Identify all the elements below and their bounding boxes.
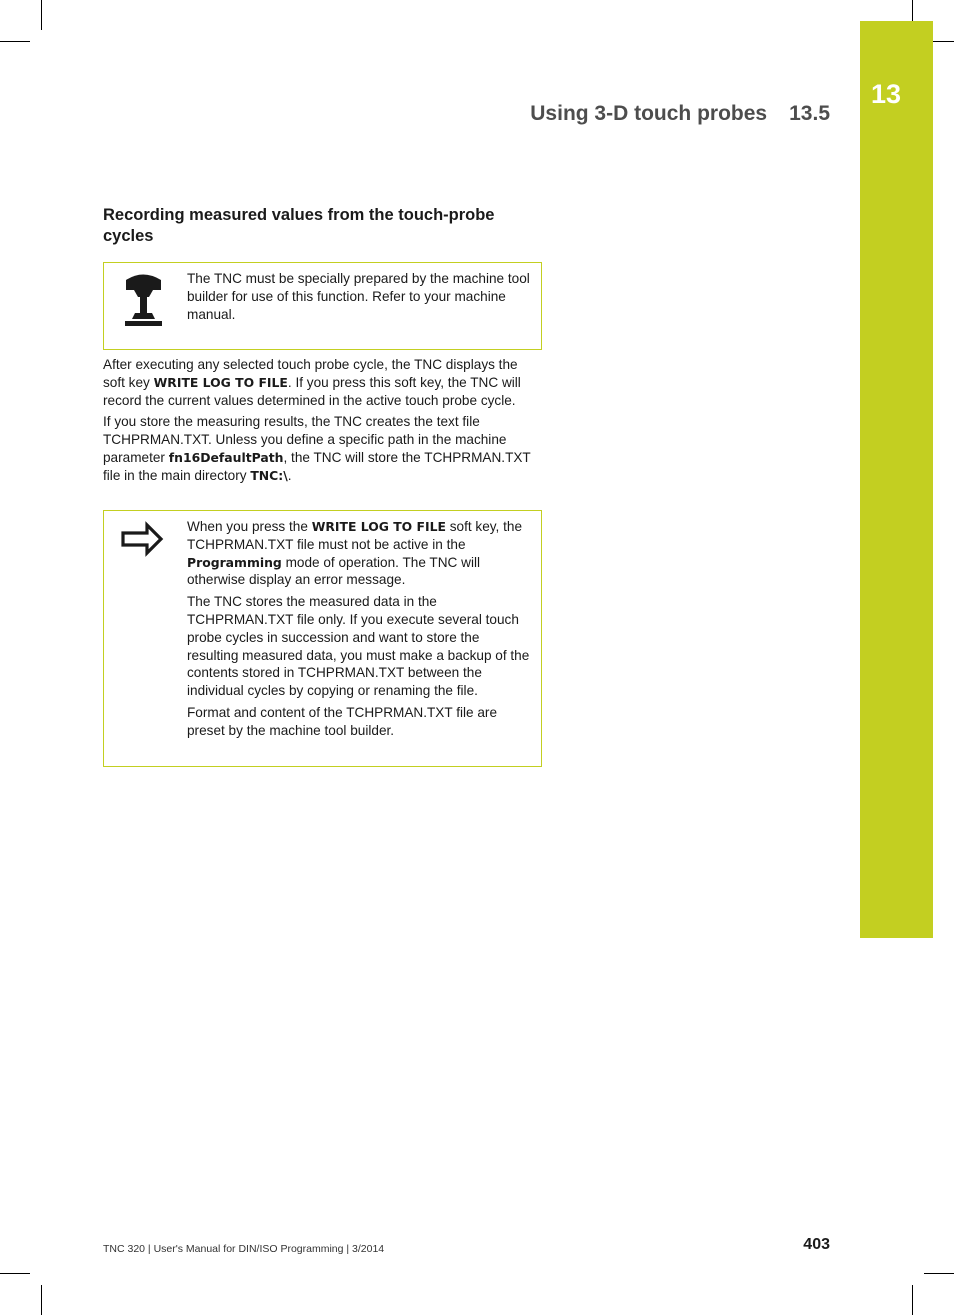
softkey-label: WRITE LOG TO FILE bbox=[153, 374, 288, 390]
directory-name: TNC:\ bbox=[250, 467, 288, 483]
text-span: After executing any selected touch probe cycle, the TNC displays the soft key bbox=[103, 357, 518, 390]
text-span: . bbox=[287, 467, 292, 483]
text-span: mode of operation. The TNC will otherwise display an error message. bbox=[187, 554, 481, 588]
crop-mark bbox=[0, 41, 30, 42]
footer-text: TNC 320 | User's Manual for DIN/ISO Programming | 3/2014 bbox=[103, 1243, 385, 1255]
crop-mark bbox=[924, 1273, 954, 1274]
info-note-text bbox=[187, 518, 532, 744]
chapter-tab bbox=[860, 21, 933, 938]
note-paragraph bbox=[187, 518, 532, 589]
body-text bbox=[103, 356, 533, 489]
mode-name: Programming bbox=[187, 554, 282, 570]
chapter-title: Using 3-D touch probes bbox=[530, 102, 768, 125]
machine-icon bbox=[104, 263, 186, 349]
crop-mark bbox=[41, 1285, 42, 1315]
machine-note-box bbox=[103, 262, 542, 350]
arrow-right-icon bbox=[104, 511, 186, 766]
info-note-box bbox=[103, 510, 542, 767]
crop-mark bbox=[0, 1273, 30, 1274]
text-span: . If you press this soft key, the TNC will record the current values determined in the active touch probe cycle. bbox=[103, 374, 521, 408]
text-span: If you store the measuring results, the TNC creates the text file TCHPRMAN.TXT. Unless you define a specific path in the machine parameter bbox=[103, 414, 507, 465]
crop-mark bbox=[41, 0, 42, 30]
crop-mark bbox=[912, 1285, 913, 1315]
section-number: 13.5 bbox=[789, 102, 830, 125]
page-number: 403 bbox=[803, 1236, 830, 1253]
text-span: soft key, the TCHPRMAN.TXT file must not be active in the bbox=[187, 519, 523, 552]
paragraph bbox=[103, 413, 533, 484]
text-span: When you press the bbox=[187, 519, 312, 534]
text-span: , the TNC will store the TCHPRMAN.TXT file in the main directory bbox=[103, 449, 531, 483]
note-paragraph: The TNC must be specially prepared by the machine tool builder for use of this function. Refer to your machine manual. bbox=[187, 271, 530, 322]
paragraph bbox=[103, 356, 533, 409]
machine-note-text bbox=[187, 270, 532, 327]
softkey-label: WRITE LOG TO FILE bbox=[311, 519, 446, 534]
note-paragraph: The TNC stores the measured data in the TCHPRMAN.TXT file only. If you execute several touch probe cycles in succession and want to store the resulting measured data, you must make a backup of the contents stored in TCHPRMAN.TXT between the individual cycles by copying or renaming the file. bbox=[187, 594, 530, 699]
section-heading: Recording measured values from the touch-probe cycles bbox=[103, 206, 495, 245]
machine-parameter: fn16DefaultPath bbox=[168, 449, 284, 465]
chapter-number: 13 bbox=[870, 79, 902, 109]
running-header bbox=[530, 102, 830, 126]
note-paragraph: Format and content of the TCHPRMAN.TXT file are preset by the machine tool builder. bbox=[187, 704, 498, 738]
